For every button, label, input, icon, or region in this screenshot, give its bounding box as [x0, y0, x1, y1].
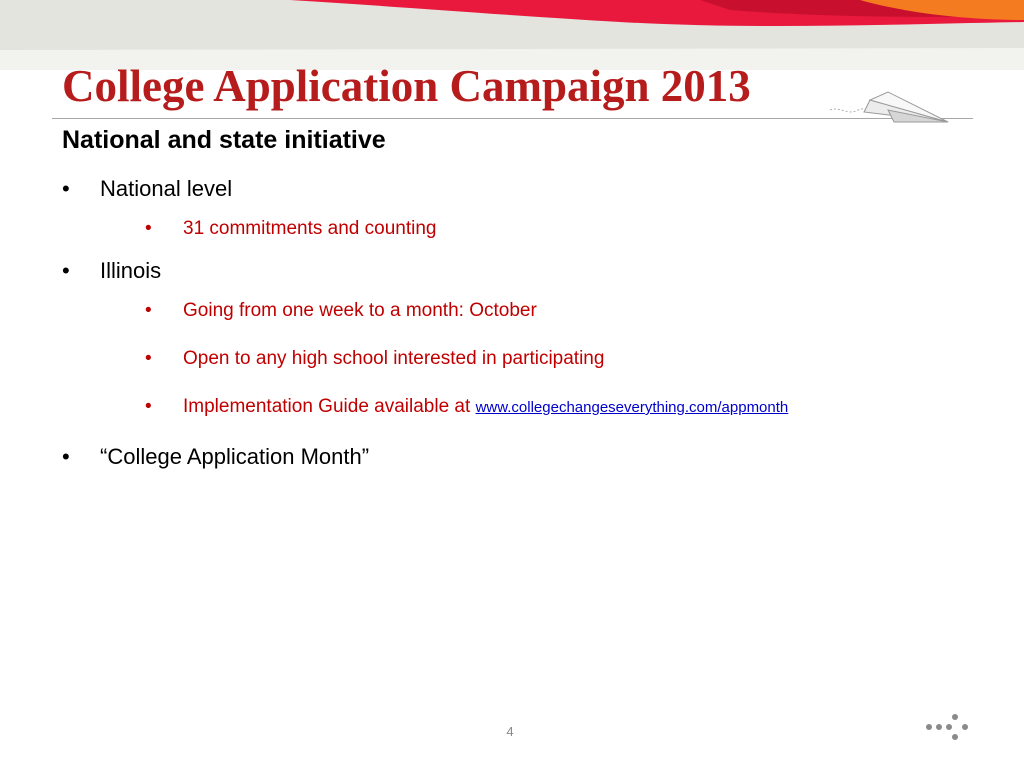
slide-title: College Application Campaign 2013	[62, 61, 751, 111]
bullet-icon: •	[62, 258, 70, 283]
bullet-icon: •	[145, 348, 152, 369]
sub-bullet-item	[145, 396, 788, 418]
bullet-text: Going from one week to a month: October	[183, 300, 537, 321]
bullet-icon: •	[62, 444, 70, 469]
bullet-icon: •	[145, 396, 152, 417]
bullet-item	[62, 176, 232, 202]
sub-bullet-item	[145, 348, 604, 370]
bullet-text: Open to any high school interested in participating	[183, 348, 605, 369]
bullet-icon: •	[62, 176, 70, 201]
bullet-text: National level	[100, 176, 233, 201]
bullet-text: 31 commitments and counting	[183, 218, 437, 239]
bullet-text: Illinois	[100, 258, 162, 283]
implementation-guide-link[interactable]: www.collegechangeseverything.com/appmonth	[475, 399, 789, 416]
bullet-text: Implementation Guide available at	[183, 396, 471, 417]
bullet-item	[62, 444, 369, 470]
sub-bullet-item	[145, 218, 436, 240]
bullet-icon: •	[145, 218, 152, 239]
bullet-item	[62, 258, 161, 284]
bullet-icon: •	[145, 300, 152, 321]
paper-plane-icon	[820, 80, 980, 130]
page-number: 4	[506, 724, 514, 739]
dots-logo-icon	[924, 712, 972, 742]
sub-bullet-item	[145, 300, 537, 322]
slide-subtitle: National and state initiative	[62, 126, 386, 154]
bullet-text: “College Application Month”	[100, 444, 370, 469]
